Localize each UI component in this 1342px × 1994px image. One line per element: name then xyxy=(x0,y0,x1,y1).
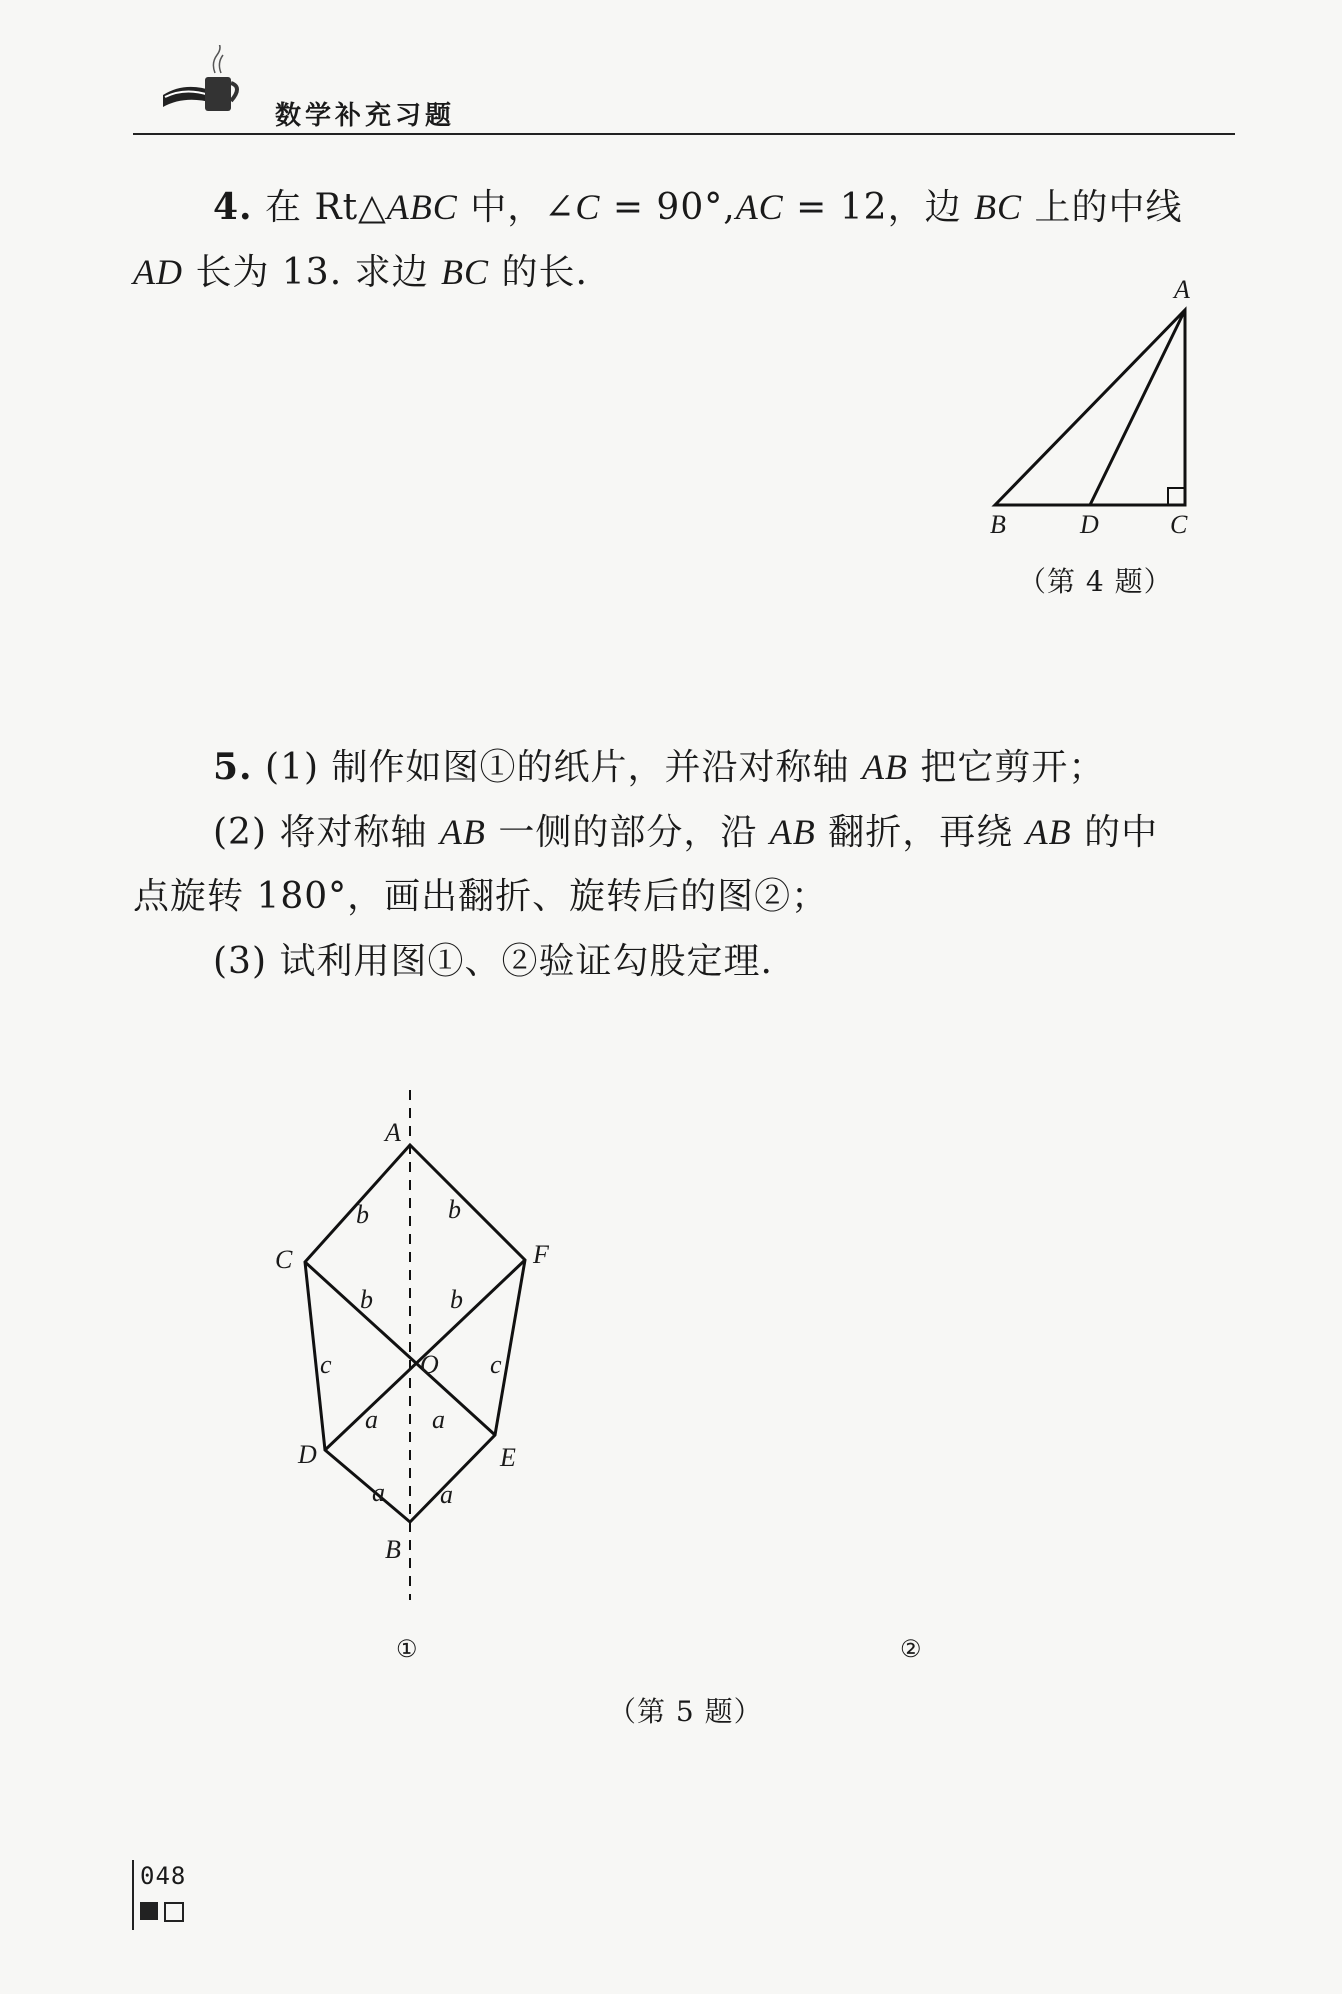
book-title: 数学补充习题 xyxy=(275,101,456,131)
filled-square-icon xyxy=(140,1902,158,1920)
seg-label-a-1: a xyxy=(365,1405,378,1434)
text: (1) 制作如图①的纸片，并沿对称轴 xyxy=(265,747,862,788)
seg-label-a-4: a xyxy=(440,1480,453,1509)
math: AB xyxy=(769,812,816,852)
math: C xyxy=(575,187,601,227)
fig5-label-A: A xyxy=(385,1118,401,1147)
book-and-cup-icon xyxy=(155,45,245,125)
problem-5-part-2-cont: 点旋转 180°，画出翻折、旋转后的图②； xyxy=(133,876,829,917)
fig5-label-D: D xyxy=(298,1440,317,1469)
fig5-label-B: B xyxy=(385,1535,401,1564)
fig5-label-C: C xyxy=(275,1245,293,1274)
math: BC xyxy=(441,252,490,292)
seg-label-b-2: b xyxy=(448,1195,461,1224)
text: 上的中线 xyxy=(1022,187,1183,228)
seg-label-c-2: c xyxy=(490,1350,502,1379)
text: = 12，边 xyxy=(783,187,975,228)
math: ABC xyxy=(386,187,458,227)
problem-4-line-2 xyxy=(133,240,588,305)
fig5-label-E: E xyxy=(500,1443,516,1472)
fig4-label-D: D xyxy=(1080,510,1099,539)
text: 中，∠ xyxy=(457,187,576,228)
text: 在 Rt△ xyxy=(265,187,387,228)
problem-4-number: 4. xyxy=(213,186,253,228)
problem-5-part-2 xyxy=(213,800,1158,865)
math: AD xyxy=(133,252,183,292)
problem-5-number: 5. xyxy=(213,746,253,788)
math: AB xyxy=(439,812,486,852)
seg-label-a-2: a xyxy=(432,1405,445,1434)
math: AB xyxy=(1025,812,1072,852)
seg-label-a-3: a xyxy=(372,1478,385,1507)
fig5-label-F: F xyxy=(533,1240,549,1269)
figure-5-caption: （第 5 题） xyxy=(608,1695,763,1728)
text: 的中 xyxy=(1071,812,1159,853)
seg-label-b-4: b xyxy=(450,1285,463,1314)
header-rule xyxy=(133,133,1235,135)
text: 长为 13. 求边 xyxy=(183,252,442,293)
fig4-label-C: C xyxy=(1170,510,1188,539)
text: 一侧的部分，沿 xyxy=(485,812,770,853)
math: AC xyxy=(735,187,784,227)
figure-1-marker: ① xyxy=(396,1635,418,1663)
seg-label-c-1: c xyxy=(320,1350,332,1379)
page-number: 048 xyxy=(140,1862,187,1890)
text: 翻折，再绕 xyxy=(815,812,1026,853)
problem-5-part-3: (3) 试利用图①、②验证勾股定理. xyxy=(213,941,773,982)
text: 把它剪开； xyxy=(907,747,1106,788)
fig4-label-A: A xyxy=(1174,275,1190,304)
fig5-label-O: O xyxy=(420,1350,439,1379)
problem-4-line-1 xyxy=(213,175,1182,240)
text: = 90°, xyxy=(600,187,736,228)
seg-label-b-3: b xyxy=(360,1285,373,1314)
figure-4-caption: （第 4 题） xyxy=(1018,565,1173,598)
figure-4-triangle xyxy=(990,280,1210,540)
math: BC xyxy=(974,187,1023,227)
figure-2-marker: ② xyxy=(900,1635,922,1663)
text: (2) 将对称轴 xyxy=(213,812,440,853)
fig4-label-B: B xyxy=(990,510,1006,539)
text: 的长. xyxy=(489,252,588,293)
empty-square-icon xyxy=(164,1902,184,1922)
seg-label-b-1: b xyxy=(356,1200,369,1229)
math: AB xyxy=(861,747,908,787)
problem-5-part-1 xyxy=(213,735,1105,800)
footer-rule xyxy=(132,1860,134,1930)
